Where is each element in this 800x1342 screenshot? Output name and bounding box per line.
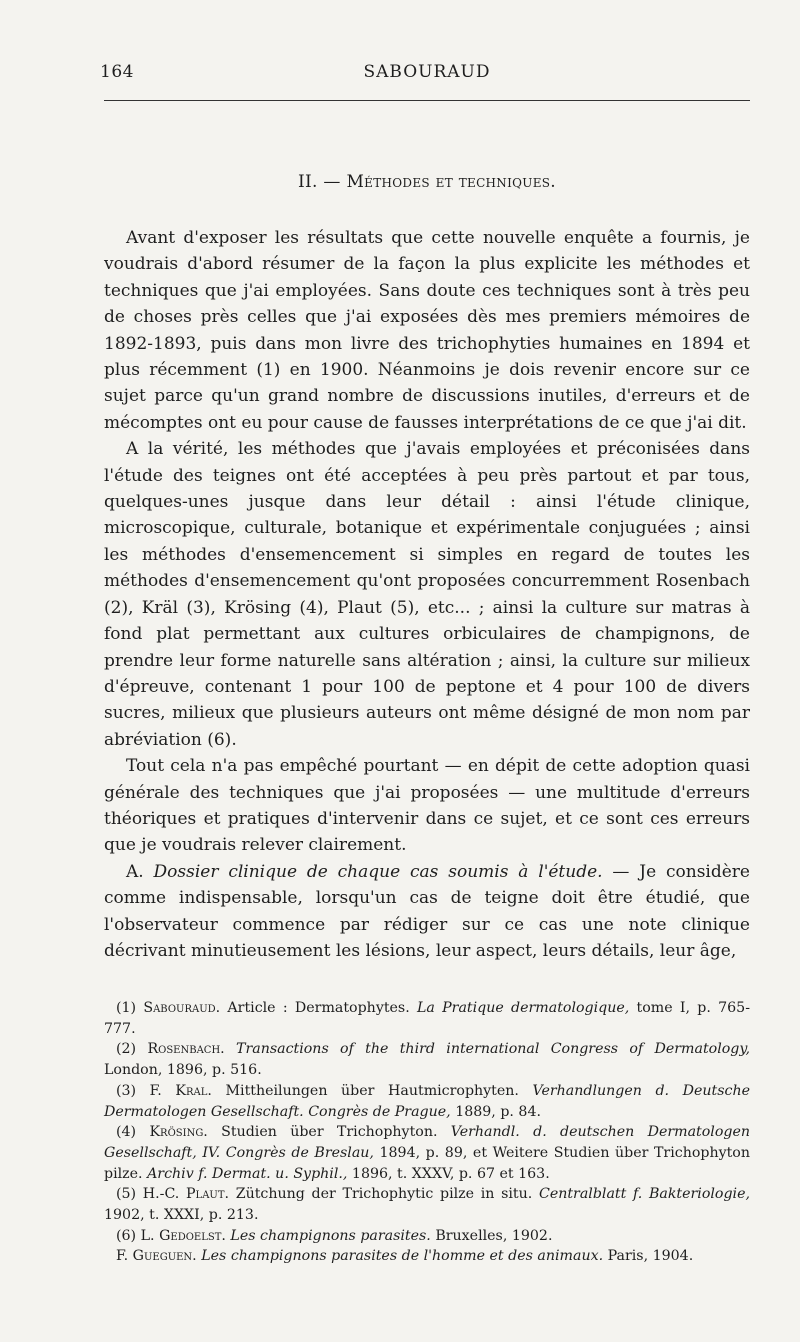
footnote: (6) L. Gedoelst. Les champignons parasites. Bruxelles, 1902. <box>116 1227 553 1244</box>
running-head <box>100 62 750 88</box>
footnote-author: Krösing. <box>149 1124 208 1141</box>
footnote-author: Rosenbach. <box>147 1041 225 1058</box>
footnote: (1) Sabouraud. Article : Dermatophytes. La Pratique dermatologique, tome I, p. 765-777. <box>104 1000 751 1037</box>
footnote: (5) H.-C. Plaut. Zütchung der Trichophytic pilze in situ. Centralblatt f. Bakteriologie, 1902, t. XXXI, p. 213. <box>104 1186 750 1224</box>
subsection-heading: Dossier clinique de chaque cas soumis à l'étude. <box>153 861 603 882</box>
footnote-author: Sabouraud. <box>143 1000 221 1016</box>
section-number: II. — <box>297 172 341 192</box>
section-heading <box>104 172 750 192</box>
footnote: (3) F. Kral. Mittheilungen über Hautmicrophyten. Verhandlungen d. Deutsche Dermatologen Gesellschaft. Congrès de Prague, 1889, p. 84. <box>104 1082 750 1120</box>
footnote-author: Kral. <box>175 1082 212 1099</box>
footnote-author: Plaut. <box>186 1186 230 1203</box>
paragraph: Avant d'exposer les résultats que cette nouvelle enquête a fournis, je voudrais d'abord résumer de la façon la plus explicite les méthodes et techniques que j'ai employées. Sans doute ces techniques sont à très peu de choses près celles que j'ai exposées dès mes premiers mémoires de 1892-1893, puis dans mon livre des trichophyties humaines en 1894 et plus récemment (1) en 1900. Néanmoins je dois revenir encore sur ce sujet parce qu'un grand nombre de discussions inutiles, d'erreurs et de mécomptes ont eu pour cause de fausses interprétations de ce que j'ai dit. <box>104 228 750 433</box>
paragraph-text: — Je considère comme indispensable, lorsqu'un cas de teigne doit être étudié, que l'observateur commence par rédiger sur ce cas une note clinique décrivant minutieusement les lésions, leur aspect, leurs détails, leur âge, <box>104 861 750 961</box>
footnotes <box>104 998 750 1267</box>
header-rule <box>104 100 750 101</box>
footnote: (4) Krösing. Studien über Trichophyton. Verhandl. d. deutschen Dermatologen Gesellschaft, IV. Congrès de Breslau, 1894, p. 89, et Weitere Studien über Trichophyton pilze. Archiv f. Dermat. u. Syphil., 1896, t. XXXV, p. 67 et 163. <box>104 1124 750 1182</box>
footnote-author: Gedoelst. <box>159 1227 226 1244</box>
footnote: F. Gueguen. Les champignons parasites de l'homme et des animaux. Paris, 1904. <box>116 1248 694 1265</box>
paragraph: A la vérité, les méthodes que j'avais employées et préconisées dans l'étude des teignes ont été acceptées à peu près partout et par tous, quelques-unes jusque dans leur détail : ainsi l'étude clinique, microscopique, culturale, botanique et expérimentale conjuguées ; ainsi les méthodes d'ensemencement si simples en regard de toutes les méthodes d'ensemencement qu'ont proposées concurremment Rosenbach (2), Kräl (3), Krösing (4), Plaut (5), etc... ; ainsi la culture sur matras à fond plat permettant aux cultures orbiculaires de champignons, de prendre leur forme naturelle sans altération ; ainsi, la culture sur milieux d'épreuve, contenant 1 pour 100 de peptone et 4 pour 100 de divers sucres, milieux que plusieurs auteurs ont même désigné de mon nom par abréviation (6). <box>104 439 750 750</box>
paragraph: Tout cela n'a pas empêché pourtant — en dépit de cette adoption quasi générale des techniques que j'ai proposées — une multitude d'erreurs théoriques et pratiques d'intervenir dans ce sujet, et ce sont ces erreurs que je voudrais relever clairement. <box>104 756 750 856</box>
running-title: SABOURAUD <box>363 62 491 82</box>
footnote: (2) Rosenbach. Transactions of the third international Congress of Dermatology, London, 1896, p. 516. <box>104 1041 751 1079</box>
paragraph <box>104 859 750 965</box>
section-title: Méthodes et techniques. <box>346 172 556 192</box>
subsection-letter: A. <box>126 861 154 882</box>
page-number: 164 <box>100 62 134 82</box>
body-text <box>104 225 750 964</box>
footnote-author: Gueguen. <box>132 1248 197 1265</box>
